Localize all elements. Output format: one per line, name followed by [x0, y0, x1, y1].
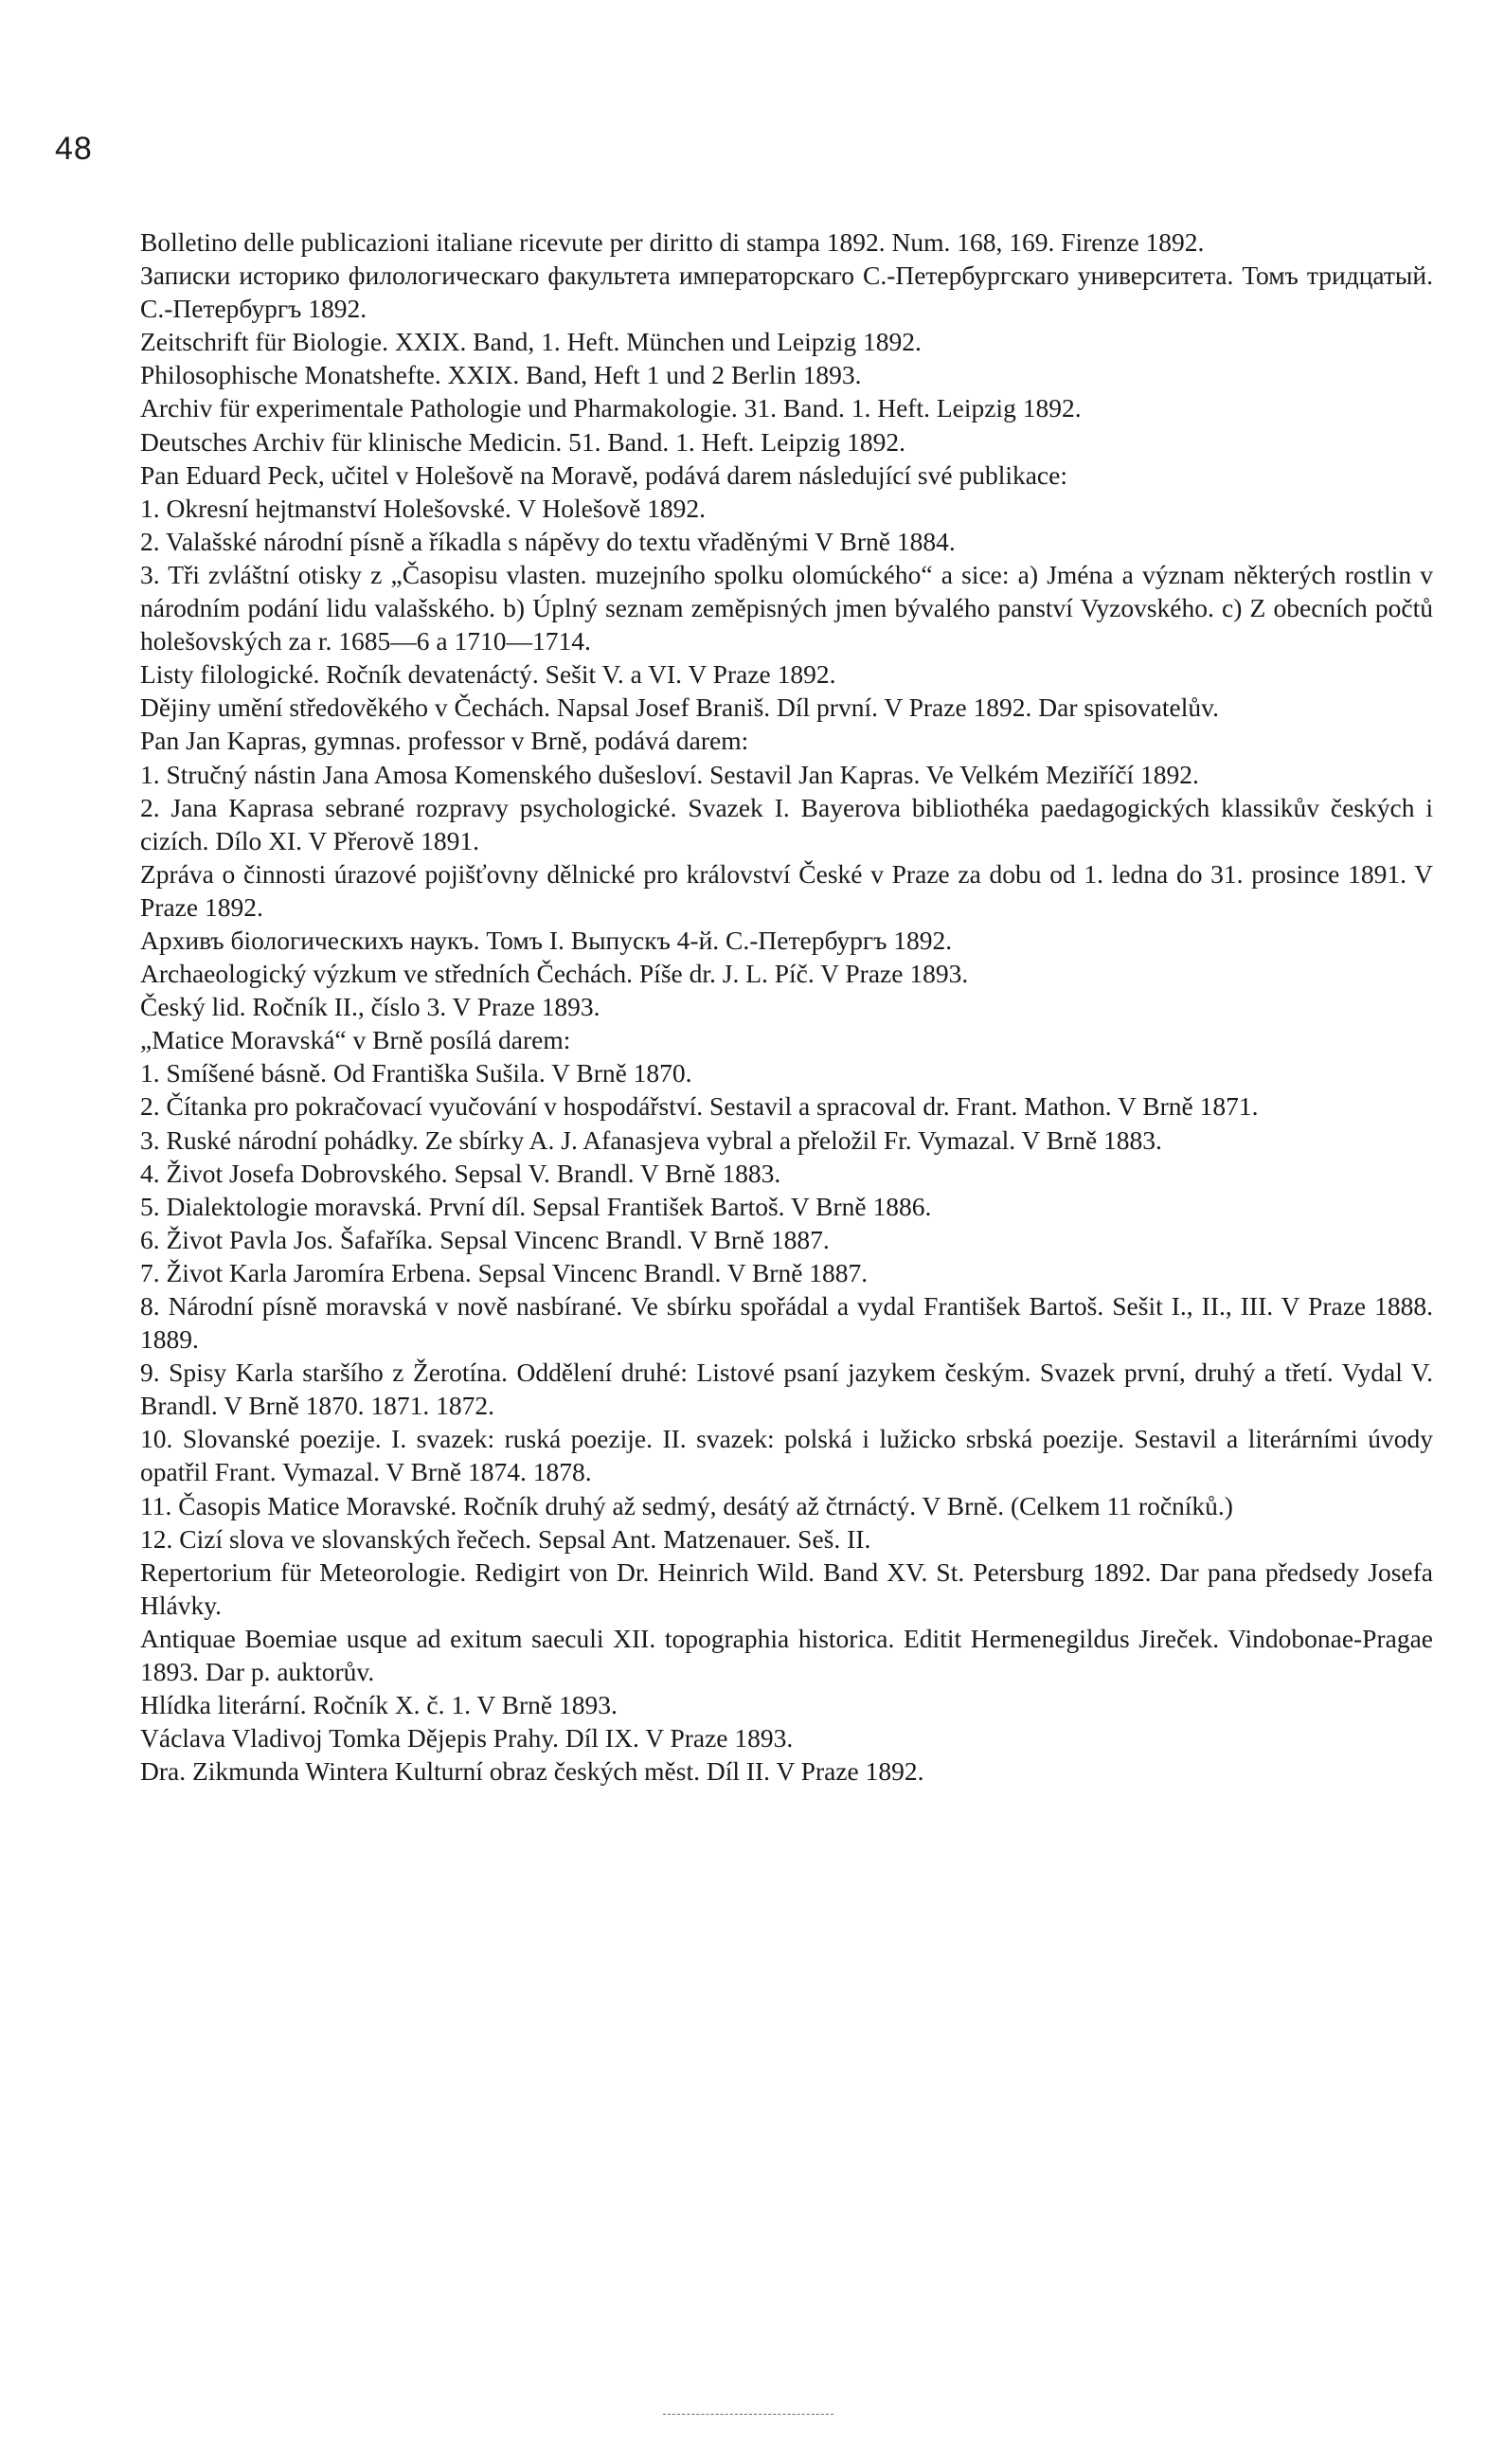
entry-matice-2: 2. Čítanka pro pokračovací vyučování v hospodářství. Sestavil a spracoval dr. Frant. Mathon. V Brně 1871. — [140, 1091, 1259, 1122]
entry-matice-7: 7. Život Karla Jaromíra Erbena. Sepsal Vincenc Brandl. V Brně 1887. — [140, 1257, 869, 1287]
entry-cesky-lid: Český lid. Ročník II., číslo 3. V Praze 1893. — [140, 992, 600, 1022]
entry-listy-filologicke: Listy filologické. Ročník devatenáctý. Sešit V. a VI. V Praze 1892. — [140, 659, 836, 690]
entry-matice-4: 4. Život Josefa Dobrovského. Sepsal V. Brandl. V Brně 1883. — [140, 1158, 781, 1188]
entry-zprava-pojistovny: Zpráva o činnosti úrazové pojišťovny dělnické pro království České v Praze za dobu od 1. ledna do 31. prosince 1891. V Praze 1892. — [140, 858, 1433, 922]
entry-matice-3: 3. Ruské národní pohádky. Ze sbírky A. J. Afanasjeva vybral a přeložil Fr. Vymazal. V Brně 1883. — [140, 1124, 1162, 1155]
entry-repertorium: Repertorium für Meteorologie. Redigirt von Dr. Heinrich Wild. Band XV. St. Petersburg 1892. Dar pana předsedy Josefa Hlávky. — [140, 1556, 1433, 1620]
entry-matice-5: 5. Dialektologie moravská. První díl. Sepsal František Bartoš. V Brně 1886. — [140, 1191, 932, 1221]
document-body — [140, 225, 1433, 1788]
entry-matice-intro: „Matice Moravská“ v Brně posílá darem: — [140, 1025, 571, 1055]
entry-arkhiv-biologicheskikh: Архивъ біологическихъ наукъ. Томъ I. Выпускъ 4-й. С.-Петербургъ 1892. — [140, 925, 953, 955]
entry-peck-3: 3. Tři zvláštní otisky z „Časopisu vlasten. muzejního spolku olomúckého“ a sice: a) Jména a význam některých rostlin v národním podání lidu valašského. b) Úplný seznam zeměpisných jmen bývalého panství Vyzovského. c) Z obecních počtů holešovských za r. 1685—6 a 1710—1714. — [140, 559, 1433, 656]
entry-peck-2: 2. Valašské národní písně a říkadla s nápěvy do textu vřaděnými V Brně 1884. — [140, 526, 956, 556]
entry-deutsches-archiv: Deutsches Archiv für klinische Medicin. 51. Band. 1. Heft. Leipzig 1892. — [140, 426, 906, 457]
page-number: 48 — [55, 131, 93, 167]
entry-matice-11: 11. Časopis Matice Moravské. Ročník druhý až sedmý, desátý až čtrnáctý. V Brně. (Celkem 11 ročníků.) — [140, 1490, 1233, 1520]
entry-zapiski: Записки историко филологическаго факультета императорскаго С.-Петербургскаго университета. Томъ тридцатый. С.-Петербургъ 1892. — [140, 261, 1433, 324]
entry-tomek-dejepis: Václava Vladivoj Tomka Dějepis Prahy. Díl IX. V Praze 1893. — [140, 1723, 794, 1754]
entry-matice-8: 8. Národní písně moravská v nově nasbírané. Ve sbírku spořádal a vydal František Bartoš. Sešit I., II., III. V Praze 1888. 1889. — [140, 1291, 1433, 1355]
entry-hlidka-literarni: Hlídka literární. Ročník X. č. 1. V Brně 1893. — [140, 1690, 618, 1720]
entry-matice-9: 9. Spisy Karla staršího z Žerotína. Oddělení druhé: Listové psaní jazykem českým. Svazek první, druhý a třetí. Vydal V. Brandl. V Brně 1870. 1871. 1872. — [140, 1358, 1433, 1421]
entry-philosophische-monatshefte: Philosophische Monatshefte. XXIX. Band, Heft 1 und 2 Berlin 1893. — [140, 360, 862, 390]
entry-matice-10: 10. Slovanské poezije. I. svazek: ruská poezije. II. svazek: polská i lužicko srbská poezije. Sestavil a literárními úvody opatřil Frant. Vymazal. V Brně 1874. 1878. — [140, 1424, 1433, 1487]
entry-archiv-pathologie: Archiv für experimentale Pathologie und Pharmakologie. 31. Band. 1. Heft. Leipzig 1892. — [140, 393, 1082, 423]
entry-peck-intro: Pan Eduard Peck, učitel v Holešově na Moravě, podává darem následující své publikace: — [140, 459, 1067, 490]
entry-winter-kulturni-obraz: Dra. Zikmunda Wintera Kulturní obraz českých měst. Díl II. V Praze 1892. — [140, 1756, 924, 1787]
entry-matice-12: 12. Cizí slova ve slovanských řečech. Sepsal Ant. Matzenauer. Seš. II. — [140, 1523, 871, 1554]
entry-kapras-intro: Pan Jan Kapras, gymnas. professor v Brně, podává darem: — [140, 726, 749, 756]
entry-antiquae-boemiae: Antiquae Boemiae usque ad exitum saeculi XII. topographia historica. Editit Hermenegildus Jireček. Vindobonae-Pragae 1893. Dar p. auktorův. — [140, 1623, 1433, 1687]
entry-bolletino: Bolletino delle publicazioni italiane ricevute per diritto di stampa 1892. Num. 168, 169. Firenze 1892. — [140, 227, 1205, 257]
entry-archaeologicky-vyzkum: Archaeologický výzkum ve středních Čechách. Píše dr. J. L. Píč. V Praze 1893. — [140, 959, 969, 989]
entry-matice-6: 6. Život Pavla Jos. Šafaříka. Sepsal Vincenc Brandl. V Brně 1887. — [140, 1224, 830, 1254]
entry-peck-1: 1. Okresní hejtmanství Holešovské. V Holešově 1892. — [140, 493, 707, 523]
entry-kapras-2: 2. Jana Kaprasa sebrané rozpravy psychologické. Svazek I. Bayerova bibliothéka paedagogických klassikův českých i cizích. Dílo XI. V Přerově 1891. — [140, 792, 1433, 855]
footer-rule — [663, 2414, 833, 2415]
entry-dejiny-umeni: Dějiny umění středověkého v Čechách. Napsal Josef Braniš. Díl první. V Praze 1892. Dar spisovatelův. — [140, 692, 1219, 723]
entry-matice-1: 1. Smíšené básně. Od Františka Sušila. V Brně 1870. — [140, 1058, 692, 1088]
entry-kapras-1: 1. Stručný nástin Jana Amosa Komenského dušesloví. Sestavil Jan Kapras. Ve Velkém Meziříčí 1892. — [140, 759, 1199, 789]
entry-zeitschrift-biologie: Zeitschrift für Biologie. XXIX. Band, 1. Heft. München und Leipzig 1892. — [140, 327, 922, 357]
